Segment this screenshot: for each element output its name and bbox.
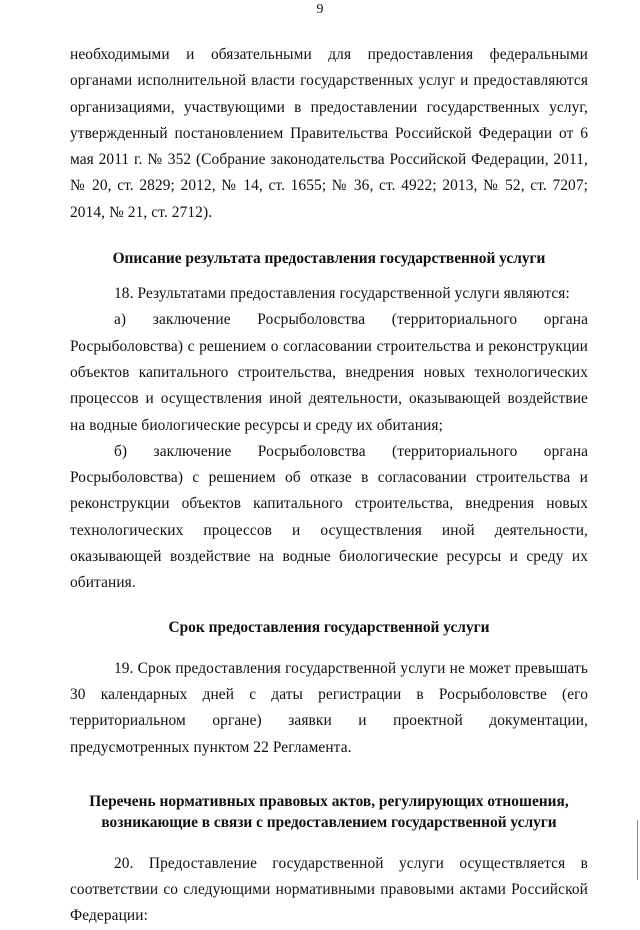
paragraph-18: 18. Результатами предоставления государственной услуги являются:: [114, 285, 570, 303]
continuation-paragraph: необходимыми и обязательными для предоставления федеральными органами исполнительной власти государственных услуг и предоставляются организациями, участвующими в предоставлении государственных услуг, утвержденный постановлением Правительства Российской Федерации от 6 мая 2011 г. № 352 (Собрание законодательства Российской Федерации, 2011, № 20, ст. 2829; 2012, № 14, ст. 1655; № 36, ст. 4922; 2013, № 52, ст. 7207; 2014, № 21, ст. 2712).: [70, 46, 588, 221]
section-heading-acts-line-2: возникающие в связи с предоставлением государственной услуги: [101, 813, 557, 831]
document-body: [70, 42, 588, 930]
section-heading-result: Описание результата предоставления государственной услуги: [112, 250, 546, 268]
scan-edge-mark: [637, 820, 638, 880]
paragraph-18-a: а) заключение Росрыболовства (территориального органа Росрыболовства) с решением о согласовании строительства и реконструкции объектов капитального строительства, внедрения новых технологических процессов и осуществления иной деятельности, оказывающей воздействие на водные биологические ресурсы и среду их обитания;: [70, 311, 588, 434]
page-number: 9: [316, 2, 324, 17]
paragraph-19: 19. Срок предоставления государственной услуги не может превышать 30 календарных дней с даты регистрации в Росрыболовстве (его территориальном органе) заявки и проектной документации, предусмотренных пунктом 22 Регламента.: [70, 659, 588, 756]
section-heading-acts-line-1: Перечень нормативных правовых актов, регулирующих отношения,: [89, 792, 569, 810]
section-heading-acts: [70, 791, 588, 833]
section-heading-term: Срок предоставления государственной услуги: [168, 618, 490, 636]
paragraph-20: 20. Предоставление государственной услуги осуществляется в соответствии со следующими нормативными правовыми актами Российской Федерации:: [70, 854, 588, 925]
paragraph-18-b: б) заключение Росрыболовства (территориального органа Росрыболовства) с решением об отказе в согласовании строительства и реконструкции объектов капитального строительства, внедрения новых технологических процессов и осуществления иной деятельности, оказывающей воздействие на водные биологические ресурсы и среду их обитания.: [70, 442, 588, 592]
